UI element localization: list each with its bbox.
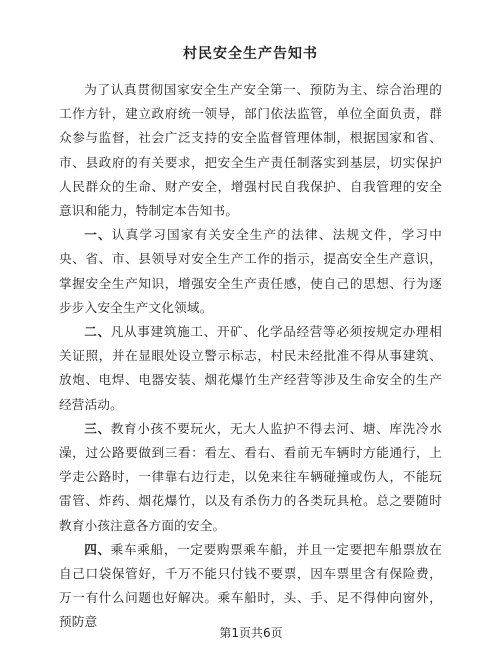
item-lead: 三、: [84, 420, 111, 436]
intro-paragraph: 为了认真贯彻国家安全生产安全第一、预防为主、综合治理的工作方针，建立政府统一领导，部门依法监管，单位全面负责，群众参与监督，社会广泛支持的安全监督管理体制，根据国家和省、市、县政府的有关要求，把安全生产责任制落实到基层，切实保护人民群众的生命、财产安全，增强村民自我保护、自我管理的安全意识和能力，特制定本告知书。: [59, 82, 442, 219]
item-paragraph-4: [59, 538, 442, 635]
item-paragraph-2: [59, 320, 442, 417]
item-lead: 一、: [84, 227, 112, 243]
page-number: 第1页共6页: [219, 626, 283, 640]
item-text: 乘车乘船，一定要购票乘车船，并且一定要把车船票放在自己口袋保管好，千万不能只付钱不要票，因车票里含有保险费，万一有什么问题也好解决。乘车船时，头、手、足不得伸向窗外，预防意: [59, 541, 443, 630]
item-text: 教育小孩不要玩火，无大人监护不得去河、塘、库洗冷水澡，过公路要做到三看：看左、看右、看前无车辆时方能通行，上学走公路时，一律靠右边行走，以免来往车辆碰撞或伤人，不能玩雷管、炸药、烟花爆竹，以及有杀伤力的各类玩具枪。总之要随时教育小孩注意各方面的安全。: [59, 420, 443, 533]
item-paragraph-1: [59, 223, 442, 320]
item-lead: 四、: [84, 541, 111, 557]
item-paragraph-3: [59, 417, 442, 538]
item-text: 认真学习国家有关安全生产的法律、法规文件，学习中央、省、市、县领导对安全生产工作的指示，提高安全生产意识，掌握安全生产知识，增强安全生产责任感，使自己的思想、行为逐步步入安全生产文化领域。: [59, 227, 442, 315]
document-title: 村民安全生产告知书: [183, 46, 318, 62]
item-text: 凡从事建筑施工、开矿、化学品经营等必须按规定办理相关证照，并在显眼处设立警示标志，村民未经批准不得从事建筑、放炮、电焊、电器安装、烟花爆竹生产经营等涉及生命安全的生产经营活动。: [59, 324, 443, 412]
item-lead: 二、: [84, 324, 111, 340]
